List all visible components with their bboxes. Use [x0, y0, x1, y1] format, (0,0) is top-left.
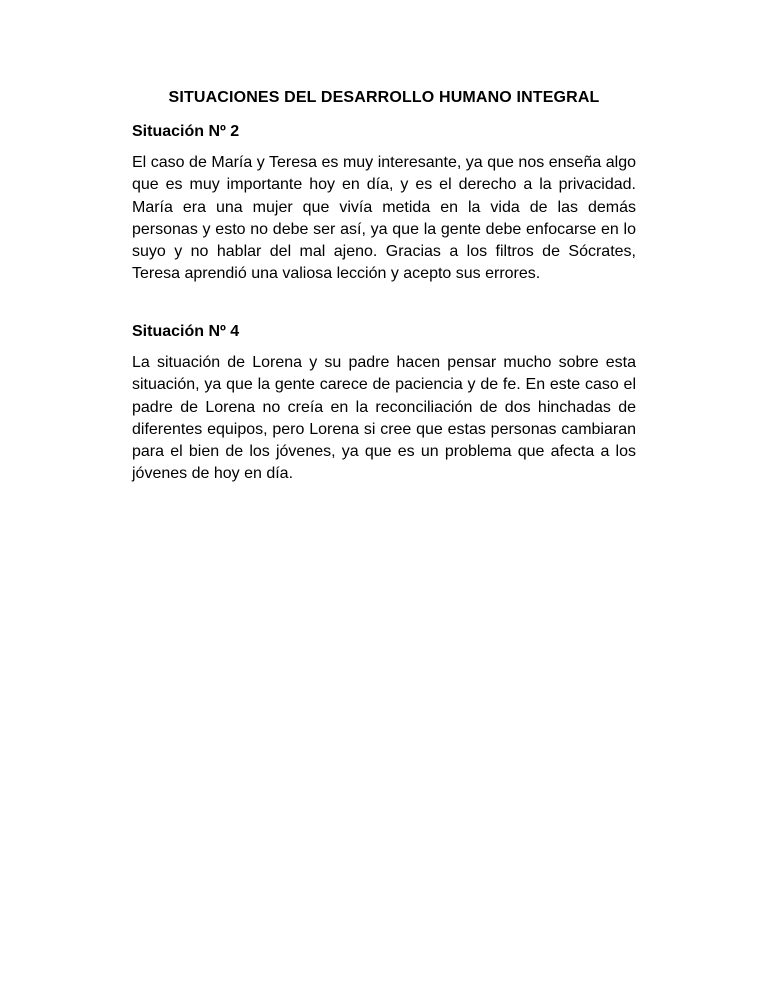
section-heading-situacion-2: Situación Nº 2 [132, 123, 240, 140]
section-body-situacion-2: El caso de María y Teresa es muy interesante, ya que nos enseña algo que es muy importante hoy en día, y es el derecho a la privacidad. María era una mujer que vivía metida en la vida de las demás personas y esto no debe ser así, ya que la gente debe enfocarse en lo suyo y no hablar del mal ajeno. Gracias a los filtros de Sócrates, Teresa aprendió una valiosa lección y acepto sus errores. [132, 154, 636, 283]
section-body-situacion-4: La situación de Lorena y su padre hacen pensar mucho sobre esta situación, ya que la gente carece de paciencia y de fe. En este caso el padre de Lorena no creía en la reconciliación de dos hinchadas de diferentes equipos, pero Lorena si cree que estas personas cambiaran para el bien de los jóvenes, ya que es un problema que afecta a los jóvenes de hoy en día. [132, 354, 636, 483]
section-heading-situacion-4: Situación Nº 4 [132, 323, 240, 340]
document-title: SITUACIONES DEL DESARROLLO HUMANO INTEGRAL [168, 89, 600, 106]
